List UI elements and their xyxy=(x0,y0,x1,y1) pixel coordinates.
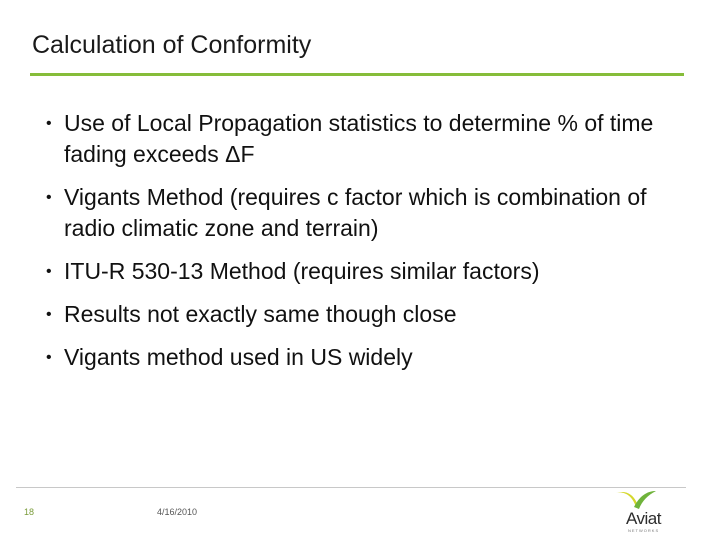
bullet-marker: • xyxy=(46,189,52,206)
logo-wordmark: Aviat xyxy=(626,509,661,528)
footer-date: 4/16/2010 xyxy=(157,507,198,517)
aviat-logo xyxy=(610,487,690,535)
bullet-marker: • xyxy=(46,349,52,366)
bullet-item xyxy=(46,256,686,287)
footer-divider xyxy=(16,487,686,488)
title-underline xyxy=(30,73,684,76)
bullet-item xyxy=(46,299,686,330)
bullet-text: Vigants Method (requires c factor which is combination of radio climatic zone and terrain) xyxy=(64,184,647,241)
bullet-text: Use of Local Propagation statistics to determine % of time fading exceeds ΔF xyxy=(64,110,654,167)
bullet-list xyxy=(46,108,686,385)
bullet-item xyxy=(46,182,686,244)
bullet-item xyxy=(46,342,686,373)
logo-swoosh-green xyxy=(634,491,656,509)
bullet-marker: • xyxy=(46,263,52,280)
bullet-text: Results not exactly same though close xyxy=(64,301,457,327)
page-number: 18 xyxy=(24,507,35,517)
bullet-text: ITU-R 530-13 Method (requires similar factors) xyxy=(64,258,540,284)
bullet-text: Vigants method used in US widely xyxy=(64,344,413,370)
logo-tagline: NETWORKS xyxy=(628,528,660,533)
bullet-item xyxy=(46,108,686,170)
bullet-marker: • xyxy=(46,115,52,132)
slide-title: Calculation of Conformity xyxy=(32,31,312,59)
bullet-marker: • xyxy=(46,306,52,323)
logo-swoosh-yellow xyxy=(616,492,638,507)
